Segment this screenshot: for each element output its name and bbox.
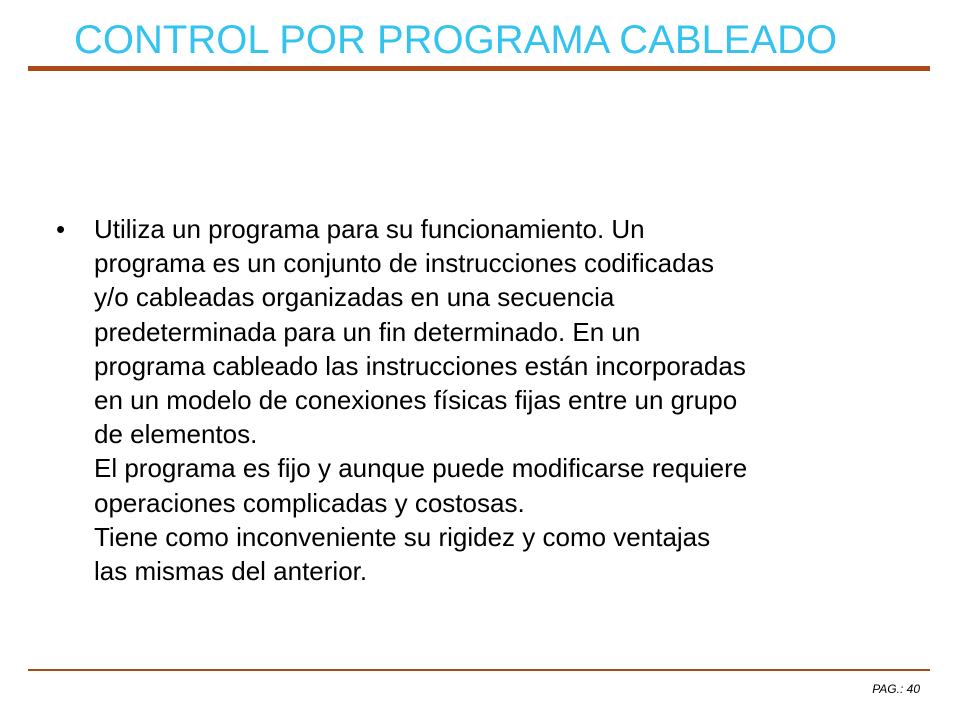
page-number: PAG.: 40 xyxy=(872,682,920,696)
bullet-line: operaciones complicadas y costosas. xyxy=(94,487,525,518)
bullet-line: las mismas del anterior. xyxy=(94,556,368,587)
bullet-line: de elementos. xyxy=(94,419,258,450)
bullet-line: Tiene como inconveniente su rigidez y como ventajas xyxy=(94,521,711,552)
bullet-line: El programa es fijo y aunque puede modificarse requiere xyxy=(94,453,748,484)
slide-title: CONTROL POR PROGRAMA CABLEADO xyxy=(74,18,838,62)
bullet-symbol: • xyxy=(56,214,66,244)
title-divider xyxy=(28,66,930,71)
bullet-line: programa cableado las instrucciones están incorporadas xyxy=(94,350,746,381)
bullet-line: predeterminada para un fin determinado. En un xyxy=(94,316,641,347)
bullet-line: y/o cableadas organizadas en una secuencia xyxy=(94,282,615,313)
bullet-line: en un modelo de conexiones físicas fijas entre un grupo xyxy=(94,385,738,416)
bullet-item xyxy=(56,212,916,588)
footer-divider xyxy=(28,669,930,671)
bullet-list xyxy=(56,212,916,588)
bullet-line: programa es un conjunto de instrucciones codificadas xyxy=(94,248,715,279)
bullet-line: Utiliza un programa para su funcionamiento. Un xyxy=(94,214,645,244)
